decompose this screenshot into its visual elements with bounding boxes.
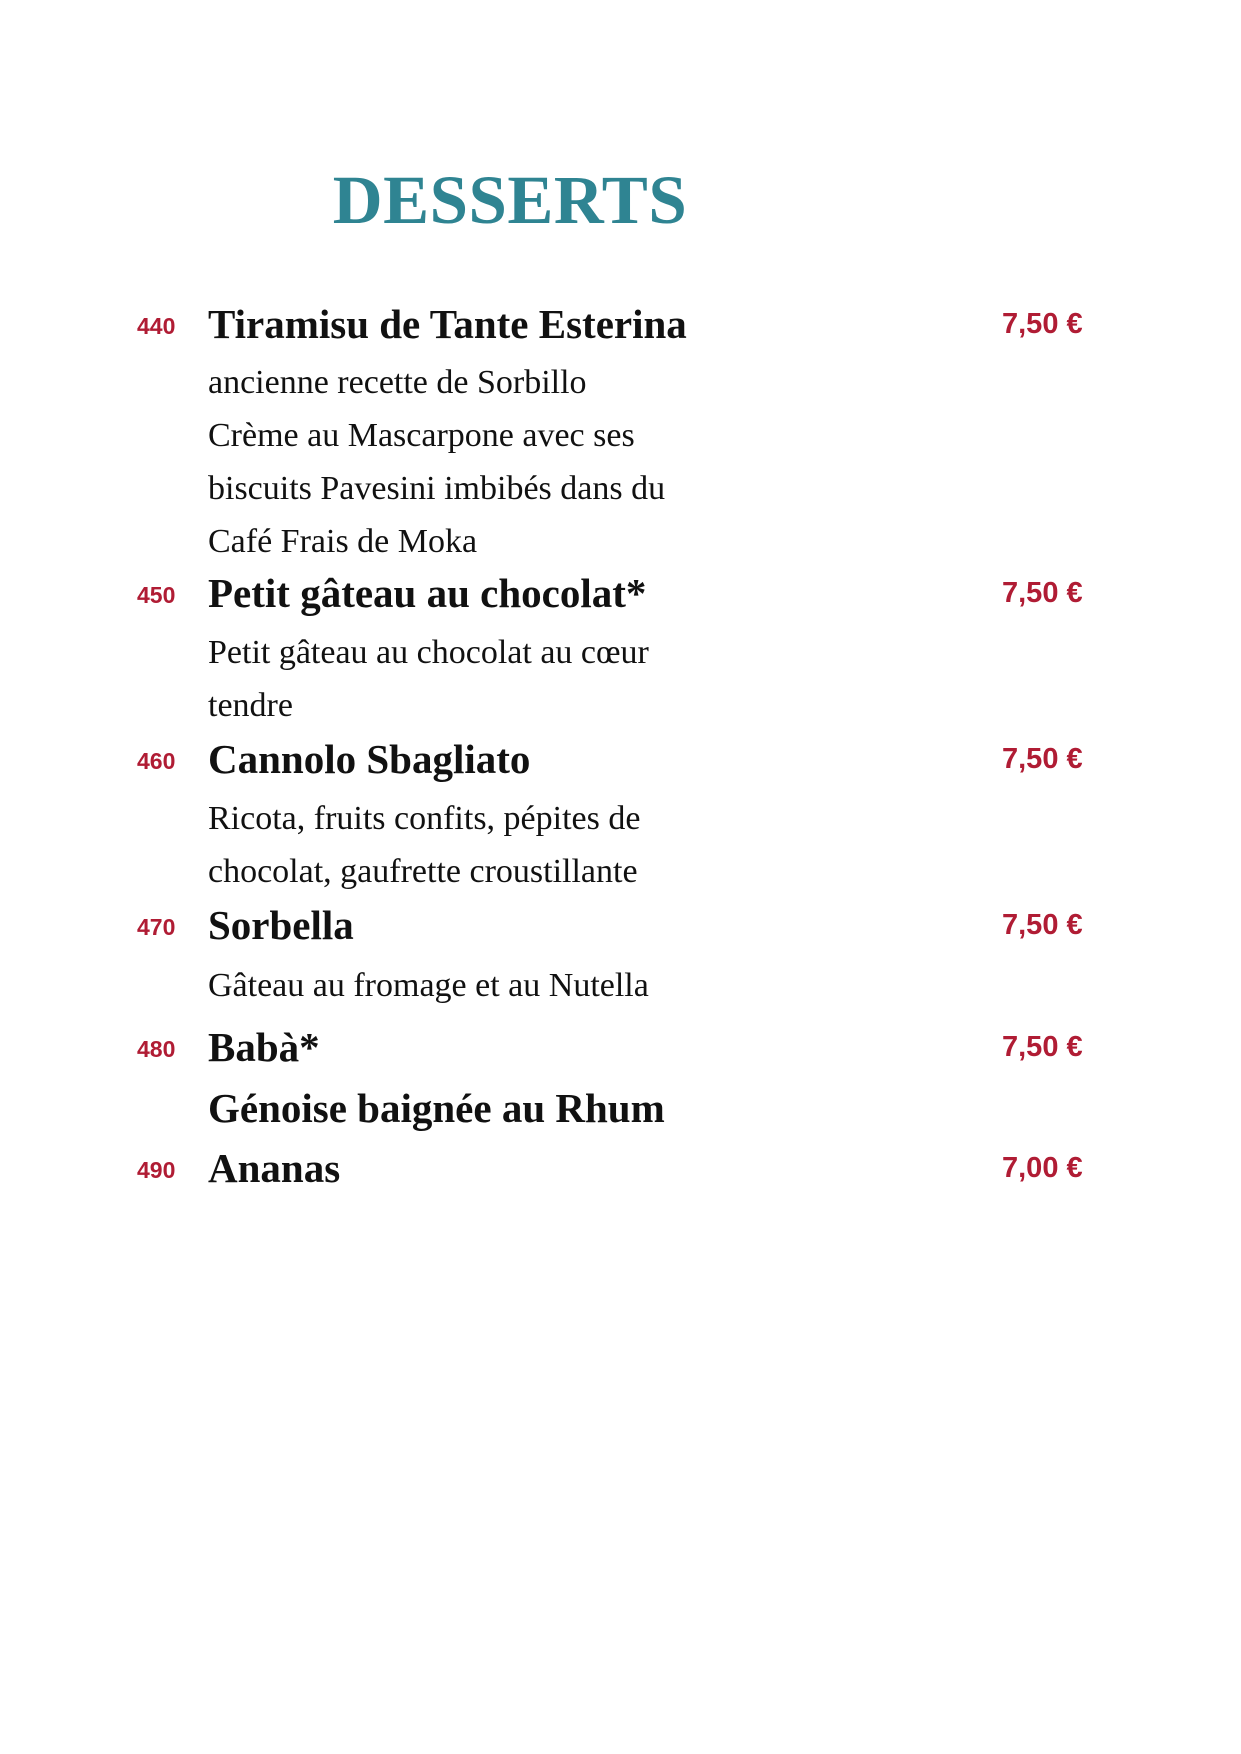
item-name: Petit gâteau au chocolat* [208, 570, 647, 616]
item-number: 470 [137, 914, 176, 940]
item-name: Ananas [208, 1145, 341, 1191]
description-line: chocolat, gaufrette croustillante [208, 853, 638, 890]
item-number: 450 [137, 582, 176, 608]
description-line: Crème au Mascarpone avec ses [208, 417, 635, 454]
description-line: biscuits Pavesini imbibés dans du [208, 470, 666, 507]
item-price: 7,50 € [1002, 1031, 1083, 1063]
item-number: 460 [137, 748, 176, 774]
item-price: 7,00 € [1002, 1152, 1083, 1184]
item-description-460 [208, 792, 640, 898]
item-price: 7,50 € [1002, 909, 1083, 941]
item-name: Cannolo Sbagliato [208, 736, 531, 782]
page-title: DESSERTS [332, 162, 688, 238]
description-line: tendre [208, 687, 293, 724]
description-line: Gâteau au fromage et au Nutella [208, 967, 649, 1004]
item-name: Sorbella [208, 902, 354, 948]
item-description-450 [208, 626, 649, 732]
item-price: 7,50 € [1002, 743, 1083, 775]
item-name: Tiramisu de Tante Esterina [208, 301, 687, 347]
item-price: 7,50 € [1002, 308, 1083, 340]
item-description-470 [208, 959, 649, 1012]
item-description-440 [208, 356, 665, 568]
item-number: 490 [137, 1157, 176, 1183]
description-line: Petit gâteau au chocolat au cœur [208, 634, 649, 671]
item-price: 7,50 € [1002, 577, 1083, 609]
description-line: ancienne recette de Sorbillo [208, 364, 587, 401]
item-number: 480 [137, 1036, 176, 1062]
description-line: Ricota, fruits confits, pépites de [208, 800, 641, 837]
item-subtitle: Génoise baignée au Rhum [208, 1085, 665, 1131]
item-number: 440 [137, 313, 176, 339]
item-name: Babà* [208, 1024, 320, 1070]
description-line: Café Frais de Moka [208, 523, 478, 560]
